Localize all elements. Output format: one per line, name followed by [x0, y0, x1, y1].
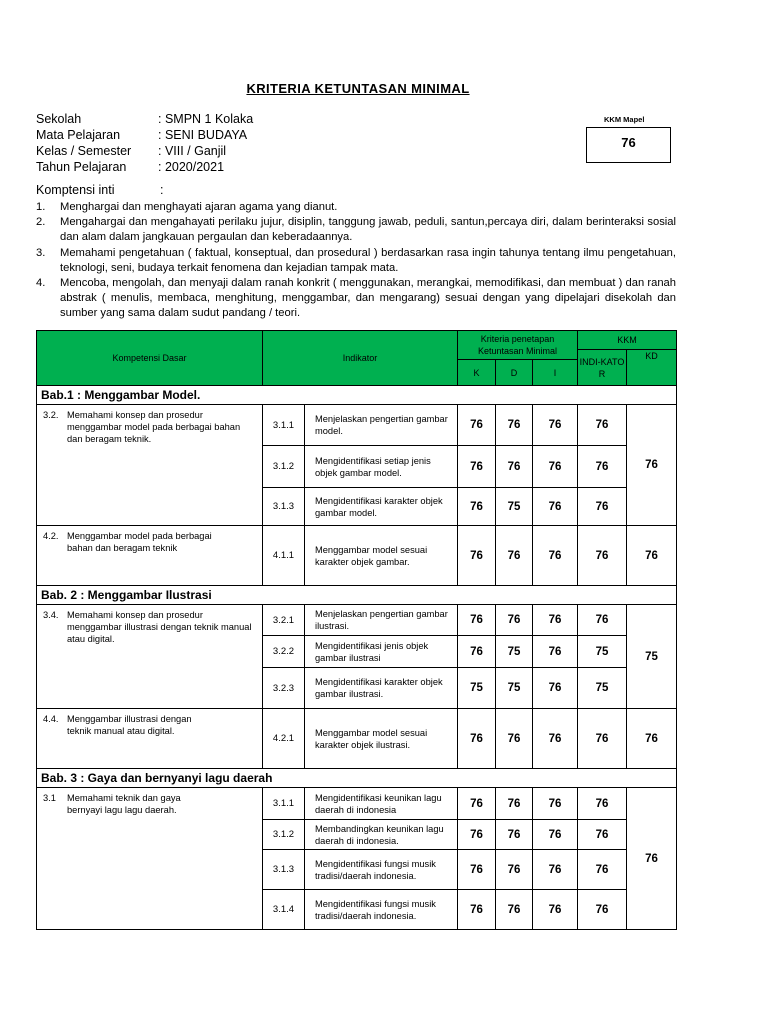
kompetensi-dasar-cell	[37, 709, 263, 769]
kd-number: 3.2.	[43, 410, 59, 420]
value-k: 76	[458, 446, 496, 488]
kkm-mapel-value: 76	[586, 127, 671, 163]
header-indikator-kkm: INDI-KATO R	[578, 350, 627, 386]
header-indikator: Indikator	[263, 331, 458, 386]
indicator-text: Mengidentifikasi jenis objek gambar ilustrasi	[305, 636, 458, 668]
value-kkm-kd: 76	[627, 709, 677, 769]
value-i: 76	[533, 446, 578, 488]
value-kkm-indikator: 75	[578, 636, 627, 668]
kd-text-first: Menggambar illustrasi dengan	[67, 714, 192, 724]
value-k: 76	[458, 788, 496, 820]
indicator-text: Menggambar model sesuai karakter objek ilustrasi.	[305, 709, 458, 769]
list-item-text: Menghargai dan menghayati ajaran agama yang dianut.	[60, 201, 338, 213]
bab-title: Bab.1 : Menggambar Model.	[37, 386, 677, 405]
value-d: 76	[496, 788, 533, 820]
list-item	[36, 200, 676, 215]
value-kkm-indikator: 76	[578, 788, 627, 820]
indicator-code: 3.2.2	[263, 636, 305, 668]
indicator-text: Menjelaskan pengertian gambar model.	[305, 405, 458, 446]
value-i: 76	[533, 605, 578, 636]
kd-text-rest: menggambar model pada berbagai bahan dan beragam teknik.	[67, 422, 241, 444]
info-row-sekolah	[36, 111, 253, 127]
value-i: 76	[533, 788, 578, 820]
document-title: KRITERIA KETUNTASAN MINIMAL	[246, 81, 470, 96]
header-i: I	[533, 360, 578, 386]
value-kkm-kd: 76	[627, 526, 677, 586]
value-kkm-indikator: 76	[578, 526, 627, 586]
kd-number: 3.1	[43, 793, 56, 803]
value-i: 76	[533, 488, 578, 526]
kd-number: 4.4.	[43, 714, 59, 724]
list-item-number: 4.	[36, 277, 46, 290]
list-item	[36, 246, 676, 276]
value-i: 76	[533, 668, 578, 709]
indicator-code: 3.2.1	[263, 605, 305, 636]
kompetensi-dasar-cell	[37, 605, 263, 709]
kompetensi-inti-list	[36, 200, 676, 322]
value-k: 76	[458, 488, 496, 526]
indicator-text: Mengidentifikasi setiap jenis objek gambar model.	[305, 446, 458, 488]
indicator-code: 3.1.1	[263, 788, 305, 820]
kompetensi-dasar-cell	[37, 405, 263, 526]
value-d: 76	[496, 850, 533, 890]
value-k: 76	[458, 605, 496, 636]
indicator-code: 3.2.3	[263, 668, 305, 709]
value-i: 76	[533, 709, 578, 769]
kompetensi-dasar-cell	[37, 526, 263, 586]
header-kriteria: Kriteria penetapan Ketuntasan Minimal	[458, 331, 578, 360]
header-kd: KD	[627, 350, 677, 386]
indicator-code: 3.1.3	[263, 488, 305, 526]
kompetensi-dasar-cell	[37, 788, 263, 930]
value-kkm-indikator: 76	[578, 605, 627, 636]
info-row-kelas-semester	[36, 143, 253, 159]
value-d: 76	[496, 446, 533, 488]
kompetensi-inti-heading	[36, 183, 164, 197]
value-kkm-indikator: 76	[578, 446, 627, 488]
indicator-text: Menggambar model sesuai karakter objek gambar.	[305, 526, 458, 586]
value-d: 76	[496, 709, 533, 769]
value-kkm-indikator: 76	[578, 850, 627, 890]
value-i: 76	[533, 820, 578, 850]
value-k: 76	[458, 890, 496, 930]
list-item	[36, 276, 676, 322]
header-k: K	[458, 360, 496, 386]
kd-text-first: Memahami teknik dan gaya	[67, 793, 181, 803]
indicator-code: 3.1.1	[263, 405, 305, 446]
value-kkm-indikator: 76	[578, 820, 627, 850]
list-item-text: Mengahargai dan mengahayati perilaku jujur, disiplin, tanggung jawab, peduli, santun,percaya diri, dalam berinteraksi sosial dan alam dalam jangkauan pergaulan dan keberadaannya.	[60, 216, 676, 244]
info-row-tahun-pelajaran	[36, 159, 253, 175]
indicator-code: 4.2.1	[263, 709, 305, 769]
value-kkm-indikator: 76	[578, 890, 627, 930]
value-kkm-indikator: 76	[578, 488, 627, 526]
bab-title: Bab. 3 : Gaya dan bernyanyi lagu daerah	[37, 769, 677, 788]
kd-text-first: Memahami konsep dan prosedur	[67, 410, 203, 420]
indicator-text: Menjelaskan pengertian gambar ilustrasi.	[305, 605, 458, 636]
indicator-code: 3.1.2	[263, 446, 305, 488]
value-d: 75	[496, 488, 533, 526]
kd-text-rest: bernyayi lagu lagu daerah.	[67, 805, 177, 815]
value-k: 76	[458, 850, 496, 890]
value-kkm-indikator: 76	[578, 709, 627, 769]
info-row-mata-pelajaran	[36, 127, 253, 143]
indicator-code: 3.1.4	[263, 890, 305, 930]
value-k: 75	[458, 668, 496, 709]
value-kkm-kd: 76	[627, 788, 677, 930]
kompetensi-inti-label: Komptensi inti	[36, 183, 115, 197]
header-kkm: KKM	[578, 331, 677, 350]
value-d: 76	[496, 890, 533, 930]
value-k: 76	[458, 636, 496, 668]
info-label: Tahun Pelajaran	[36, 160, 127, 174]
info-label: Mata Pelajaran	[36, 128, 121, 142]
value-kkm-kd: 76	[627, 405, 677, 526]
indicator-text: Mengidentifikasi karakter objek gambar ilustrasi.	[305, 668, 458, 709]
kd-text-rest: teknik manual atau digital.	[67, 726, 175, 736]
kd-number: 4.2.	[43, 531, 59, 541]
list-item-text: Mencoba, mengolah, dan menyaji dalam ranah konkrit ( menggunakan, merangkai, memodifikasi, dan membuat ) dan ranah abstrak ( menulis, membaca, menghitung, menggambar, dan mengarang) sesuai dengan yang dipelajari disekolah dan sumber yang sama dalam sudut pandang / teori.	[60, 277, 676, 320]
value-k: 76	[458, 405, 496, 446]
indicator-code: 3.1.2	[263, 820, 305, 850]
list-item-text: Memahami pengetahuan ( faktual, konseptual, dan prosedural ) berdasarkan rasa ingin tahunya tentang ilmu pengetahuan, teknologi, seni, budaya terkait fenomena dan kejadian tampak mata.	[60, 246, 676, 274]
kd-text-first: Menggambar model pada berbagai	[67, 531, 212, 541]
value-i: 76	[533, 405, 578, 446]
indicator-text: Mengidentifikasi fungsi musik tradisi/daerah indonesia.	[305, 890, 458, 930]
kd-number: 3.4.	[43, 610, 59, 620]
value-k: 76	[458, 526, 496, 586]
indicator-text: Mengidentifikasi karakter objek gambar model.	[305, 488, 458, 526]
value-k: 76	[458, 709, 496, 769]
value-kkm-indikator: 76	[578, 405, 627, 446]
info-label: Sekolah	[36, 112, 82, 126]
indicator-code: 3.1.3	[263, 850, 305, 890]
value-kkm-kd: 75	[627, 605, 677, 709]
info-value: : 2020/2021	[158, 160, 225, 174]
kompetensi-inti-colon: :	[160, 183, 164, 197]
value-i: 76	[533, 890, 578, 930]
value-d: 76	[496, 526, 533, 586]
info-value: : SMPN 1 Kolaka	[158, 112, 254, 126]
value-d: 76	[496, 820, 533, 850]
value-d: 76	[496, 605, 533, 636]
kd-text-rest: bahan dan beragam teknik	[67, 543, 178, 553]
school-info	[36, 111, 253, 175]
kkm-mapel-label: KKM Mapel	[604, 115, 645, 124]
kd-text-rest: menggambar illustrasi dengan teknik manual atau digital.	[67, 622, 252, 644]
value-d: 75	[496, 636, 533, 668]
indicator-text: Membandingkan keunikan lagu daerah di indonesia.	[305, 820, 458, 850]
header-kompetensi-dasar: Kompetensi Dasar	[37, 331, 263, 386]
list-item-number: 3.	[36, 246, 46, 259]
info-label: Kelas / Semester	[36, 144, 132, 158]
indicator-code: 4.1.1	[263, 526, 305, 586]
value-k: 76	[458, 820, 496, 850]
value-d: 76	[496, 405, 533, 446]
kd-text-first: Memahami konsep dan prosedur	[67, 610, 203, 620]
bab-title: Bab. 2 : Menggambar Ilustrasi	[37, 586, 677, 605]
value-i: 76	[533, 526, 578, 586]
info-value: : VIII / Ganjil	[158, 144, 227, 158]
indicator-text: Mengidentifikasi keunikan lagu daerah di indonesia	[305, 788, 458, 820]
value-d: 75	[496, 668, 533, 709]
value-kkm-indikator: 75	[578, 668, 627, 709]
list-item-number: 2.	[36, 216, 46, 229]
header-d: D	[496, 360, 533, 386]
value-i: 76	[533, 850, 578, 890]
value-i: 76	[533, 636, 578, 668]
info-value: : SENI BUDAYA	[158, 128, 248, 142]
kkm-table	[36, 330, 677, 930]
indicator-text: Mengidentifikasi fungsi musik tradisi/daerah indonesia.	[305, 850, 458, 890]
list-item	[36, 215, 676, 245]
list-item-number: 1.	[36, 201, 46, 213]
